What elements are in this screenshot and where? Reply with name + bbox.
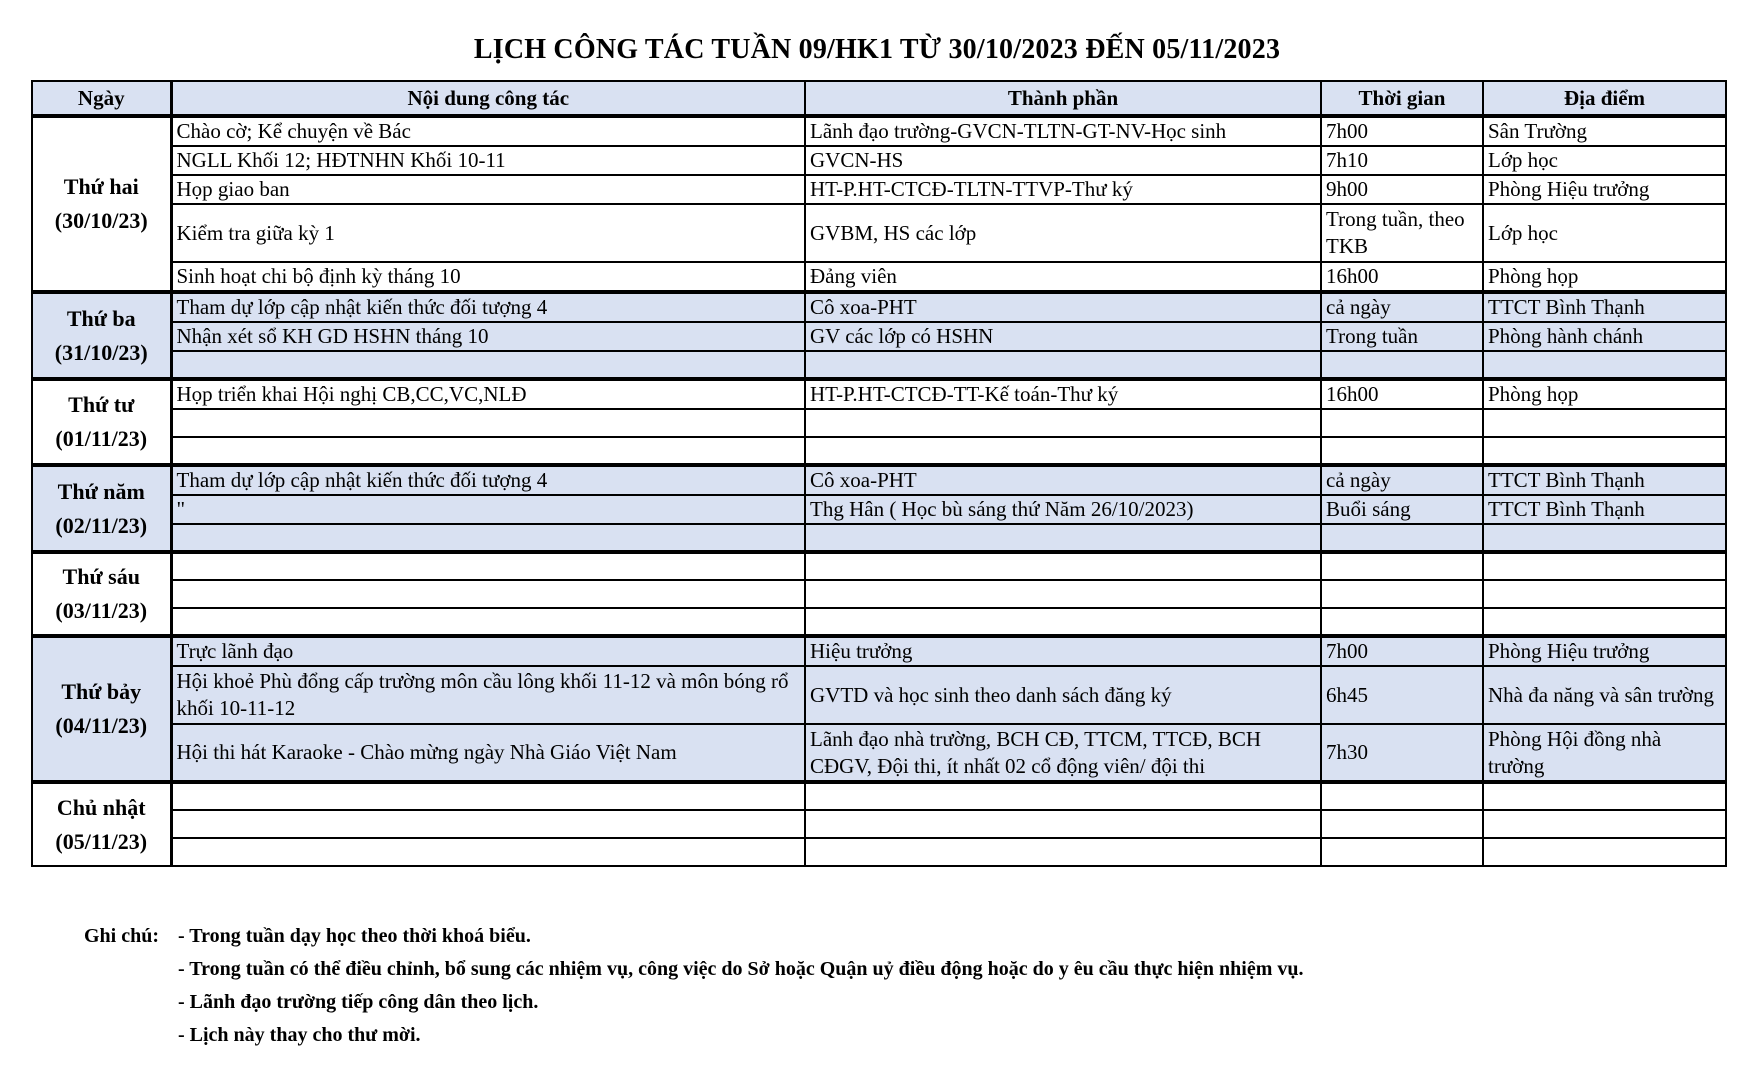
cell-location bbox=[1483, 552, 1726, 580]
day-name: Thứ bảy bbox=[61, 679, 142, 704]
table-row bbox=[32, 437, 1726, 465]
cell-participants: GVCN-HS bbox=[805, 146, 1321, 175]
cell-content bbox=[171, 351, 805, 379]
cell-participants: Cô xoa-PHT bbox=[805, 292, 1321, 322]
cell-participants bbox=[805, 437, 1321, 465]
cell-location: Phòng họp bbox=[1483, 379, 1726, 409]
cell-location bbox=[1483, 409, 1726, 437]
cell-location bbox=[1483, 351, 1726, 379]
day-date: (01/11/23) bbox=[55, 426, 148, 451]
note-row bbox=[84, 953, 1304, 986]
table-row bbox=[32, 552, 1726, 580]
cell-content bbox=[171, 552, 805, 580]
cell-time bbox=[1321, 608, 1483, 636]
cell-time bbox=[1321, 838, 1483, 866]
note-item: - Lãnh đạo trường tiếp công dân theo lịch. bbox=[178, 991, 539, 1013]
notes bbox=[84, 920, 1304, 1052]
cell-location: TTCT Bình Thạnh bbox=[1483, 495, 1726, 524]
cell-content: Tham dự lớp cập nhật kiến thức đối tượng 4 bbox=[171, 465, 805, 495]
cell-time: 6h45 bbox=[1321, 666, 1483, 724]
header-day: Ngày bbox=[32, 81, 171, 116]
cell-time bbox=[1321, 580, 1483, 608]
cell-participants bbox=[805, 524, 1321, 552]
header-participants: Thành phần bbox=[805, 81, 1321, 116]
cell-participants: GVTD và học sinh theo danh sách đăng ký bbox=[805, 666, 1321, 724]
cell-time bbox=[1321, 810, 1483, 838]
table-row bbox=[32, 262, 1726, 292]
cell-content: Hội thi hát Karaoke - Chào mừng ngày Nhà Giáo Việt Nam bbox=[171, 724, 805, 782]
cell-content: Họp giao ban bbox=[171, 175, 805, 204]
day-date: (03/11/23) bbox=[55, 598, 148, 623]
cell-participants bbox=[805, 580, 1321, 608]
table-row bbox=[32, 465, 1726, 495]
day-name: Thứ ba bbox=[66, 305, 136, 331]
table-row bbox=[32, 524, 1726, 552]
day-cell bbox=[32, 552, 171, 636]
note-item: - Trong tuần dạy học theo thời khoá biểu. bbox=[178, 925, 531, 947]
table-row bbox=[32, 495, 1726, 524]
day-name: Thứ sáu bbox=[62, 564, 140, 589]
cell-content: Họp triển khai Hội nghị CB,CC,VC,NLĐ bbox=[171, 379, 805, 409]
schedule-table bbox=[31, 80, 1727, 867]
cell-participants bbox=[805, 782, 1321, 810]
cell-participants bbox=[805, 810, 1321, 838]
header-location: Địa điểm bbox=[1483, 81, 1726, 116]
cell-content: Kiểm tra giữa kỳ 1 bbox=[171, 204, 805, 262]
cell-participants: HT-P.HT-CTCĐ-TLTN-TTVP-Thư ký bbox=[805, 175, 1321, 204]
note-row bbox=[84, 920, 1304, 953]
table-row bbox=[32, 322, 1726, 351]
table-row bbox=[32, 409, 1726, 437]
cell-participants: GV các lớp có HSHN bbox=[805, 322, 1321, 351]
day-cell bbox=[32, 782, 171, 866]
cell-location bbox=[1483, 437, 1726, 465]
cell-time: 16h00 bbox=[1321, 379, 1483, 409]
cell-participants bbox=[805, 351, 1321, 379]
cell-participants: Lãnh đạo trường-GVCN-TLTN-GT-NV-Học sinh bbox=[805, 116, 1321, 146]
cell-participants: Cô xoa-PHT bbox=[805, 465, 1321, 495]
table-row bbox=[32, 146, 1726, 175]
table-row bbox=[32, 292, 1726, 322]
cell-participants bbox=[805, 608, 1321, 636]
cell-content: Tham dự lớp cập nhật kiến thức đối tượng 4 bbox=[171, 292, 805, 322]
cell-participants: Thg Hân ( Học bù sáng thứ Năm 26/10/2023) bbox=[805, 495, 1321, 524]
table-row bbox=[32, 810, 1726, 838]
cell-time: Trong tuần bbox=[1321, 322, 1483, 351]
table-row bbox=[32, 580, 1726, 608]
table-row bbox=[32, 379, 1726, 409]
page-title: LỊCH CÔNG TÁC TUẦN 09/HK1 TỪ 30/10/2023 ĐẾN 05/11/2023 bbox=[473, 34, 1281, 65]
cell-time bbox=[1321, 552, 1483, 580]
cell-content: " bbox=[171, 495, 805, 524]
cell-content bbox=[171, 437, 805, 465]
cell-content: Hội khoẻ Phù đổng cấp trường môn cầu lông khối 11-12 và môn bóng rổ khối 10-11-12 bbox=[171, 666, 805, 724]
cell-location: Phòng Hội đồng nhà trường bbox=[1483, 724, 1726, 782]
table-row bbox=[32, 838, 1726, 866]
day-cell bbox=[32, 292, 171, 379]
table-row bbox=[32, 204, 1726, 262]
cell-time: 7h30 bbox=[1321, 724, 1483, 782]
cell-participants: GVBM, HS các lớp bbox=[805, 204, 1321, 262]
cell-time: 7h00 bbox=[1321, 116, 1483, 146]
cell-content: Chào cờ; Kể chuyện về Bác bbox=[171, 116, 805, 146]
cell-time: 7h00 bbox=[1321, 636, 1483, 666]
note-row bbox=[84, 986, 1304, 1019]
cell-participants bbox=[805, 552, 1321, 580]
cell-content: Nhận xét sổ KH GD HSHN tháng 10 bbox=[171, 322, 805, 351]
cell-content bbox=[171, 838, 805, 866]
cell-location: TTCT Bình Thạnh bbox=[1483, 292, 1726, 322]
cell-location bbox=[1483, 838, 1726, 866]
cell-time: cả ngày bbox=[1321, 292, 1483, 322]
day-date: (31/10/23) bbox=[54, 339, 148, 365]
table-row bbox=[32, 116, 1726, 146]
note-item: - Lịch này thay cho thư mời. bbox=[178, 1024, 421, 1046]
cell-location: Lớp học bbox=[1483, 204, 1726, 262]
day-name: Thứ năm bbox=[57, 478, 145, 504]
cell-location bbox=[1483, 580, 1726, 608]
note-item: - Trong tuần có thể điều chỉnh, bổ sung các nhiệm vụ, công việc do Sở hoặc Quận uỷ điều động hoặc do y êu cầu thực hiện nhiệm vụ. bbox=[178, 958, 1304, 980]
day-date: (30/10/23) bbox=[54, 208, 148, 233]
cell-time: 9h00 bbox=[1321, 175, 1483, 204]
cell-time bbox=[1321, 437, 1483, 465]
table-row bbox=[32, 724, 1726, 782]
day-cell bbox=[32, 379, 171, 465]
day-name: Chủ nhật bbox=[56, 794, 146, 820]
cell-participants: Đảng viên bbox=[805, 262, 1321, 292]
cell-participants bbox=[805, 409, 1321, 437]
header-content: Nội dung công tác bbox=[171, 81, 805, 116]
table-row bbox=[32, 666, 1726, 724]
table-row bbox=[32, 782, 1726, 810]
cell-location: TTCT Bình Thạnh bbox=[1483, 465, 1726, 495]
cell-time bbox=[1321, 524, 1483, 552]
cell-time: 7h10 bbox=[1321, 146, 1483, 175]
cell-time bbox=[1321, 351, 1483, 379]
cell-location bbox=[1483, 782, 1726, 810]
cell-content bbox=[171, 409, 805, 437]
note-row bbox=[84, 1019, 1304, 1052]
cell-content bbox=[171, 580, 805, 608]
cell-content bbox=[171, 810, 805, 838]
cell-time bbox=[1321, 409, 1483, 437]
cell-participants: Lãnh đạo nhà trường, BCH CĐ, TTCM, TTCĐ, BCH CĐGV, Đội thi, ít nhất 02 cổ động viên/ đội thi bbox=[805, 724, 1321, 782]
day-cell bbox=[32, 465, 171, 552]
cell-time: cả ngày bbox=[1321, 465, 1483, 495]
day-date: (05/11/23) bbox=[55, 828, 148, 854]
cell-content bbox=[171, 608, 805, 636]
day-name: Thứ hai bbox=[63, 174, 139, 199]
day-cell bbox=[32, 636, 171, 782]
cell-content: Trực lãnh đạo bbox=[171, 636, 805, 666]
header-time: Thời gian bbox=[1321, 81, 1483, 116]
cell-location bbox=[1483, 608, 1726, 636]
cell-content bbox=[171, 782, 805, 810]
cell-time bbox=[1321, 782, 1483, 810]
cell-location: Phòng họp bbox=[1483, 262, 1726, 292]
schedule-body bbox=[32, 116, 1726, 866]
cell-time: 16h00 bbox=[1321, 262, 1483, 292]
cell-participants bbox=[805, 838, 1321, 866]
cell-content bbox=[171, 524, 805, 552]
day-date: (02/11/23) bbox=[55, 512, 148, 538]
cell-time: Trong tuần, theo TKB bbox=[1321, 204, 1483, 262]
notes-label: Ghi chú: bbox=[84, 925, 160, 947]
cell-location: Sân Trường bbox=[1483, 116, 1726, 146]
cell-location: Nhà đa năng và sân trường bbox=[1483, 666, 1726, 724]
header-row bbox=[32, 81, 1726, 116]
cell-content: Sinh hoạt chi bộ định kỳ tháng 10 bbox=[171, 262, 805, 292]
table-row bbox=[32, 608, 1726, 636]
cell-time: Buổi sáng bbox=[1321, 495, 1483, 524]
cell-location: Phòng Hiệu trưởng bbox=[1483, 636, 1726, 666]
cell-location: Lớp học bbox=[1483, 146, 1726, 175]
table-row bbox=[32, 351, 1726, 379]
table-row bbox=[32, 636, 1726, 666]
cell-location bbox=[1483, 810, 1726, 838]
cell-participants: Hiệu trưởng bbox=[805, 636, 1321, 666]
cell-location: Phòng Hiệu trưởng bbox=[1483, 175, 1726, 204]
table-row bbox=[32, 175, 1726, 204]
day-cell bbox=[32, 116, 171, 292]
day-date: (04/11/23) bbox=[55, 713, 148, 738]
day-name: Thứ tư bbox=[68, 392, 135, 417]
cell-location bbox=[1483, 524, 1726, 552]
cell-location: Phòng hành chánh bbox=[1483, 322, 1726, 351]
cell-participants: HT-P.HT-CTCĐ-TT-Kế toán-Thư ký bbox=[805, 379, 1321, 409]
cell-content: NGLL Khối 12; HĐTNHN Khối 10-11 bbox=[171, 146, 805, 175]
